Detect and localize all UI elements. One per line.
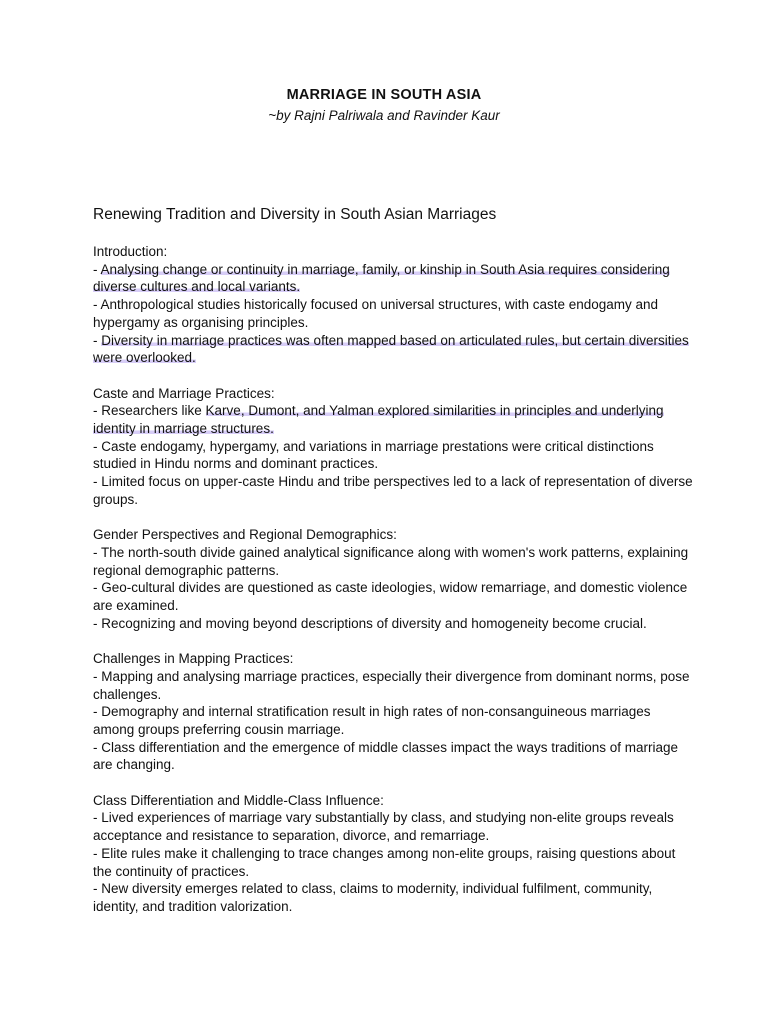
bullet-item: - Mapping and analysing marriage practices, especially their divergence from dominant norms, pose challenges. [93,668,690,702]
section-caste-marriage [93,385,693,509]
bullet-item: - Class differentiation and the emergence of middle classes impact the ways traditions of marriage are changing. [93,739,679,773]
bullet-item: - Analysing change or continuity in marriage, family, or kinship in South Asia requires considering diverse cultures and local variants. [93,261,670,295]
document-byline: ~by Rajni Palriwala and Ravinder Kaur [268,108,500,123]
document-title: MARRIAGE IN SOUTH ASIA [286,87,482,103]
section-heading: Challenges in Mapping Practices: [93,651,294,667]
bullet-item: - Elite rules make it challenging to trace changes among non-elite groups, raising questions about the continuity of practices. [93,845,676,879]
bullet-item: - New diversity emerges related to class, claims to modernity, individual fulfilment, community, identity, and tradition valorization. [93,881,653,914]
bullet-item: - Geo-cultural divides are questioned as caste ideologies, widow remarriage, and domestic violence are examined. [93,580,688,614]
section-introduction [93,243,693,367]
bullet-item: - The north-south divide gained analytical significance along with women's work patterns, explaining regional demographic patterns. [93,544,689,578]
bullet-item: - Demography and internal stratification result in high rates of non-consanguineous marriages among groups preferring cousin marriage. [93,704,651,737]
section-heading: Introduction: [93,244,168,259]
highlighted-text: Karve, Dumont, and Yalman explored similarities in principles and underlying identity in marriage structures. [93,403,664,437]
bullet-item: - Anthropological studies historically focused on universal structures, with caste endogamy and hypergamy as organising principles. [93,297,659,330]
section-heading: Gender Perspectives and Regional Demographics: [93,527,397,543]
bullet-item: - Diversity in marriage practices was often mapped based on articulated rules, but certain diversities were overlooked. [93,332,689,366]
bullet-item: - Lived experiences of marriage vary substantially by class, and studying non-elite groups reveals acceptance and resistance to separation, divorce, and remarriage. [93,810,674,844]
section-heading: Class Differentiation and Middle-Class Influence: [93,792,384,808]
section-gender-demographics [93,526,693,632]
section-heading: Caste and Marriage Practices: [93,385,275,401]
bullet-item: - Limited focus on upper-caste Hindu and tribe perspectives led to a lack of representation of diverse groups. [93,474,693,507]
section-mapping-challenges [93,650,693,774]
bullet-item: - Caste endogamy, hypergamy, and variations in marriage prestations were critical distinctions studied in Hindu norms and dominant practices. [93,438,654,472]
highlighted-text: Analysing change or continuity in marriage, family, or kinship in South Asia requires considering diverse cultures and local variants. [93,261,670,295]
document-subtitle: Renewing Tradition and Diversity in South Asian Marriages [93,206,497,223]
highlighted-text: Diversity in marriage practices was often mapped based on articulated rules, but certain diversities were overlooked. [93,332,689,366]
bullet-item: - Recognizing and moving beyond descriptions of diversity and homogeneity become crucial. [93,615,647,631]
bullet-item: - Researchers like Karve, Dumont, and Yalman explored similarities in principles and underlying identity in marriage structures. [93,403,664,437]
document-body [93,243,693,933]
section-class-differentiation [93,792,693,916]
